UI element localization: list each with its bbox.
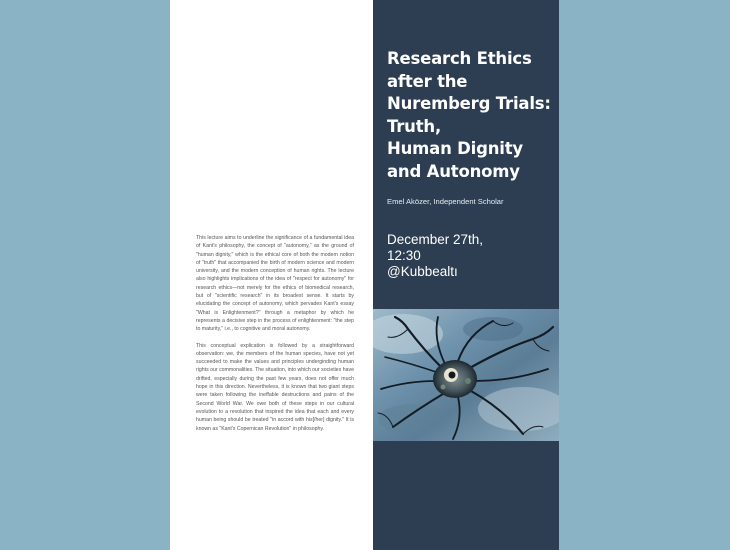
- title-line: and Autonomy: [387, 161, 520, 181]
- event-info: [387, 232, 483, 280]
- abstract-paragraph-1: This lecture aims to underline the significance of a fundamental idea of Kant's philosophy, the concept of "autonomy," as the ground of "human dignity," which is the ethical core of both the modern notion of "truth" that accompanied the birth of modern science and modern university, and the modern conception of human rights. The lecture also highlights implications of the idea of "respect for autonomy" for research ethics—not merely for the ethics of biomedical research, but of "scientific research" in its broadest sense. It starts by elucidating the concept of autonomy, which pervades Kant's essay "What is Enlightenment?" through a metaphor by which he represents a decisive step in the process of enlightenment: "the step to maturity," i.e., to cognitive and moral autonomy.: [196, 235, 354, 333]
- lecture-title: [387, 48, 555, 184]
- artwork-image: [373, 309, 559, 441]
- title-line: Nuremberg Trials:: [387, 94, 551, 114]
- title-line: Truth,: [387, 116, 442, 136]
- event-date: December 27th,: [387, 232, 484, 247]
- title-line: Research Ethics: [387, 49, 532, 68]
- ink-creature-painting: [373, 309, 559, 441]
- abstract-panel: [170, 0, 373, 550]
- speaker-name: Emel Aközer, Independent Scholar: [387, 197, 504, 206]
- event-poster: [170, 0, 559, 550]
- title-panel: [373, 0, 559, 550]
- abstract-paragraph-2: This conceptual explication is followed by a straightforward observation: we, the members of the human species, have not yet succeeded to make the values and principles underginding human rights our commonalities. The situation, into which our societies have drifted, especially during the past few years, does not offer much hope in this direction. Nevertheless, it is known that two giant steps were taken following the ineffable destructions and pains of the Second World War. We owe both of these steps in our cultural evolution to a revolution that inspired the idea that each and every human being should be treated "in accord with his[/her] dignity." It is known as "Kant's Copernican Revolution" in philosophy.: [196, 342, 354, 432]
- title-line: Human Dignity: [387, 139, 523, 159]
- lecture-abstract: [196, 234, 354, 441]
- event-time: 12:30: [387, 248, 421, 263]
- event-venue: @Kubbealtı: [387, 264, 458, 279]
- title-line: after the: [387, 71, 468, 91]
